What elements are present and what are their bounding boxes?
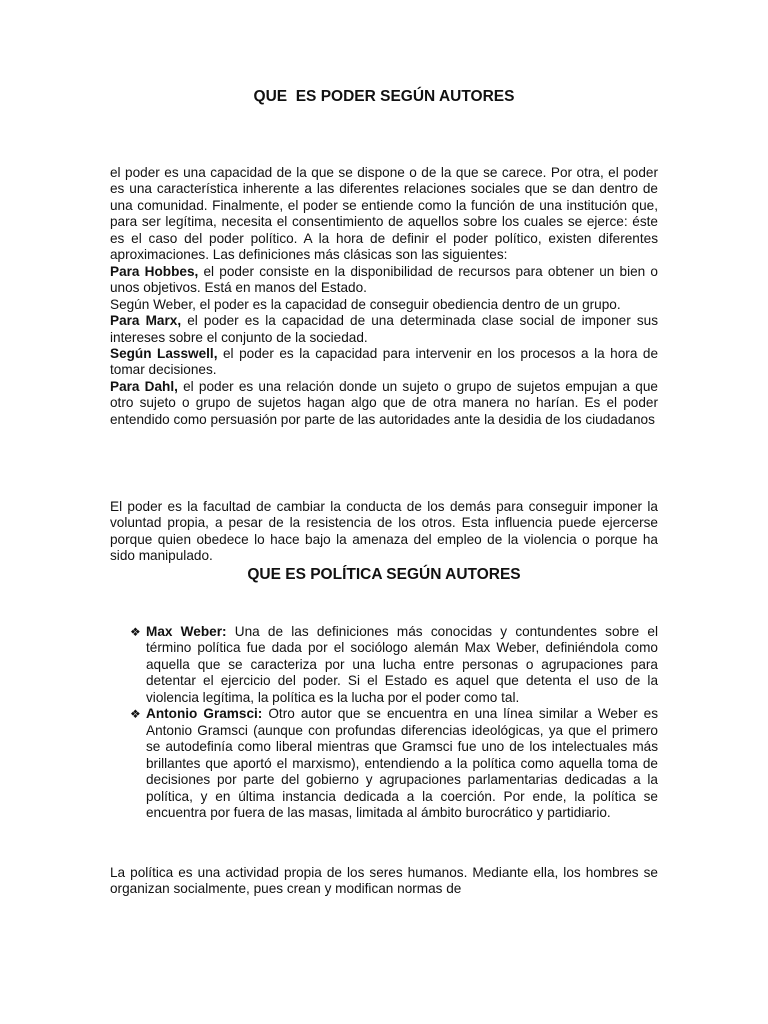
diamond-bullet-icon: ❖	[130, 625, 141, 639]
definition-text: Según Weber, el poder es la capacidad de conseguir obediencia dentro de un grupo.	[110, 296, 621, 312]
definition-hobbes	[110, 264, 658, 295]
author-name: Antonio Gramsci:	[146, 706, 263, 722]
definition-marx	[110, 313, 658, 344]
definition-lead: Para Marx,	[110, 313, 182, 329]
definition-text: el poder es la capacidad de una determinada clase social de imponer sus intereses sobre el conjunto de la sociedad.	[110, 313, 659, 345]
power-intro-text: el poder es una capacidad de la que se dispone o de la que se carece. Por otra, el poder es una característica inherente a las diferentes relaciones sociales que se dan dentro de una comunidad. Finalmente, el poder se entiende como la función de una institución que, para ser legítima, necesita el consentimiento de aquellos sobre los cuales se ejerce: éste es el caso del poder político. A la hora de definir el poder político, existen diferentes aproximaciones. Las definiciones más clásicas son las siguientes:	[110, 165, 658, 263]
definition-lead: Para Hobbes,	[110, 263, 199, 279]
power-section-title: QUE ES PODER SEGÚN AUTORES	[253, 88, 515, 105]
politics-section-title: QUE ES POLÍTICA SEGÚN AUTORES	[247, 566, 521, 583]
power-section-body	[110, 165, 658, 428]
list-item	[110, 624, 658, 706]
definition-lead: Para Dahl,	[110, 378, 178, 394]
politics-authors-list	[110, 624, 658, 821]
list-item	[110, 706, 658, 821]
definition-lasswell	[110, 346, 658, 377]
definition-lead: Según Lasswell,	[110, 345, 218, 361]
power-conclusion: El poder es la facultad de cambiar la conducta de los demás para conseguir imponer la voluntad propia, a pesar de la resistencia de los otros. Esta influencia puede ejercerse porque quien obedece lo hace bajo la amenaza del empleo de la violencia o porque ha sido manipulado.	[110, 499, 658, 564]
author-name: Max Weber:	[146, 624, 227, 639]
definition-text: el poder es la capacidad para intervenir en los procesos a la hora de tomar decisiones.	[110, 345, 659, 378]
definition-dahl	[110, 379, 658, 427]
author-definition: Otro autor que se encuentra en una línea similar a Weber es Antonio Gramsci (aunque con profundas diferencias ideológicas, ya que el primero se autodefinía como liberal mientras que Gramsci fue uno de los intelectuales más brillantes que aportó el marxismo), entendiendo a la política como aquella toma de decisiones por parte del gobierno y agrupaciones parlamentarias dedicadas a la política, y en última instancia dedicada a la coerción. Por ende, la política se encuentra por fuera de las masas, limitada al ámbito burocrático y partidiario.	[146, 706, 658, 820]
author-definition: Una de las definiciones más conocidas y contundentes sobre el término política fue dada por el sociólogo alemán Max Weber, definiéndola como aquella que se caracteriza por una lucha entre personas o agrupaciones para detentar el ejercicio del poder. Si el Estado es aquel que detenta el uso de la violencia legítima, la política es la lucha por el poder como tal.	[146, 624, 659, 705]
politics-conclusion: La política es una actividad propia de los seres humanos. Mediante ella, los hombres se organizan socialmente, pues crean y modifican normas de	[110, 865, 658, 897]
definition-text: el poder consiste en la disponibilidad de recursos para obtener un bien o unos objetivos. Está en manos del Estado.	[110, 263, 658, 296]
definition-weber	[110, 297, 621, 312]
definition-text: el poder es una relación donde un sujeto o grupo de sujetos empujan a que otro sujeto o grupo de sujetos hagan algo que de otra manera no harían. Es el poder entendido como persuasión por parte de las autoridades ante la desidia de los ciudadanos	[110, 378, 658, 427]
diamond-bullet-icon: ❖	[130, 707, 141, 722]
